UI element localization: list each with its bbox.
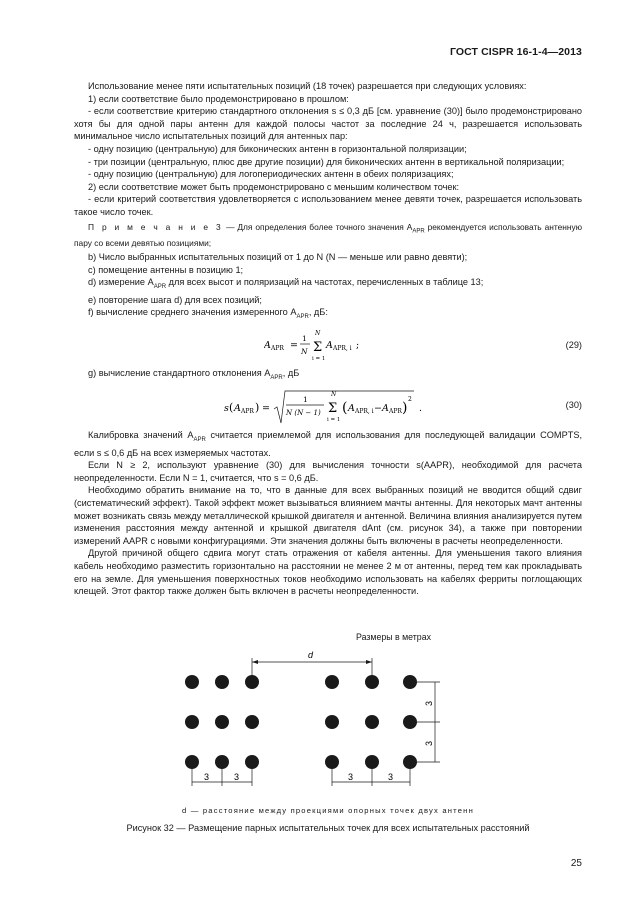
paragraph: - если соответствие критерию стандартного отклонения s ≤ 0,3 дБ [см. уравнение (30)] было продемонстрировано хотя бы для одной пары антенн для каждой полосы частот за последние 24 ч, разрешается использовать минимальное число испытательных позиций для антенных пар: — [74, 106, 582, 142]
note-text-2: рекомендуется использовать антенную пару со всеми девятью позициями; — [74, 221, 582, 248]
p9-sub: APR — [193, 437, 206, 444]
dim-3-horizontal: 3 — [348, 772, 354, 782]
formula-29-number: (29) — [565, 339, 582, 350]
svg-text:.: . — [419, 403, 423, 415]
test-points-figure — [160, 640, 460, 820]
test-point — [365, 715, 379, 729]
paragraph — [74, 429, 582, 459]
svg-text:N (N − 1): N (N − 1) — [286, 409, 321, 418]
p9-post: считается приемлемой для использования для последующей валидации COMPTS, если s ≤ 0,6 дБ на всех измеряемых частотах. — [74, 430, 582, 458]
paragraph: - одну позицию (центральную) для логопериодических антенн в обеих поляризациях; — [88, 169, 454, 180]
svg-text:;: ; — [356, 339, 360, 351]
figure-title: Рисунок 32 — Размещение парных испытательных точек для всех испытательных расстояний — [126, 823, 530, 833]
dim-3-horizontal: 3 — [234, 772, 240, 782]
paragraph: - три позиции (центральную, плюс две другие позиции) для биконических антенн в вертикальной поляризации; — [88, 156, 565, 167]
g-sub: APR — [270, 374, 283, 381]
test-point — [325, 675, 339, 689]
svg-text:A: A — [234, 403, 241, 415]
svg-text:A: A — [264, 339, 271, 351]
d-sub: APR — [153, 284, 167, 291]
paragraph: e) повторение шага d) для всех позиций; — [88, 294, 262, 305]
svg-text:): ) — [402, 400, 408, 417]
svg-text:i = 1: i = 1 — [327, 417, 341, 424]
page-number: 25 — [570, 858, 582, 869]
formula-29 — [74, 327, 582, 365]
g-pre: g) вычисление стандартного отклонения A — [88, 367, 271, 378]
test-point — [245, 675, 259, 689]
svg-text:2: 2 — [408, 396, 412, 404]
f-pre: f) вычисление среднего значения измеренного A — [88, 307, 297, 318]
d-post: для всех высот и поляризаций на частотах, перечисленных в таблице 13; — [166, 277, 484, 288]
paragraph: - если критерий соответствия удовлетворяется с использованием менее девяти точек, разрешается использовать такое число точек. — [74, 194, 582, 217]
svg-text:1: 1 — [302, 333, 307, 343]
dim-3-vertical: 3 — [424, 740, 434, 746]
paragraph — [74, 306, 582, 323]
svg-text:A: A — [382, 403, 389, 415]
formula-29-expression — [264, 327, 404, 365]
svg-text:(: ( — [342, 400, 348, 417]
test-point — [185, 675, 199, 689]
arrowhead — [252, 660, 258, 664]
standard-header: ГОСТ CISPR 16-1-4—2013 — [449, 46, 582, 58]
test-point — [325, 715, 339, 729]
g-post: , дБ — [282, 367, 300, 378]
test-point — [215, 675, 229, 689]
test-point — [403, 715, 417, 729]
note-label: П р и м е ч а н и е 3 — [88, 221, 224, 232]
dim-3-horizontal: 3 — [388, 772, 394, 782]
f-sub: APR — [296, 314, 309, 321]
svg-text:=: = — [290, 339, 298, 351]
paragraph: Необходимо обратить внимание на то, что в данные для всех выбранных позиций не вводится общий сдвиг (систематический эффект). Такой эффект может вызываться влиянием мачты антенны. Для некоторых мачт антенны может возникать связь между металлической крышкой двигателя и антенной. Величина влияния анализируется путем изменения расстояния между антенной и крышкой двигателя dAnt (см. рисунок 34), а также при повторении измерений AAPR с новыми конфигурациями. Эти значения должны быть включены в расчеты неопределенности. — [74, 485, 582, 546]
d-pre: d) измерение A — [88, 277, 154, 288]
dim-3-vertical: 3 — [424, 700, 434, 706]
formula-30-number: (30) — [565, 400, 582, 411]
note-3 — [74, 222, 582, 250]
svg-text:): ) — [255, 401, 260, 415]
svg-text:APR, i: APR, i — [333, 344, 352, 352]
formula-30-expression — [224, 387, 444, 427]
svg-text:=: = — [262, 403, 270, 415]
dot-grid-left — [185, 675, 259, 769]
test-point — [365, 675, 379, 689]
note-sub: APR — [412, 228, 425, 235]
svg-text:N: N — [301, 346, 308, 356]
d-label: d — [308, 650, 314, 660]
test-point — [185, 715, 199, 729]
svg-text:A: A — [348, 403, 355, 415]
body-text — [74, 80, 582, 598]
paragraph: 1) если соответствие было продемонстрировано в прошлом: — [88, 93, 349, 104]
paragraph: Если N ≥ 2, используют уравнение (30) для вычисления точности s(AAPR), необходимой для расчета неопределенности. Если N = 1, считается, что s = 0,6 дБ. — [74, 460, 582, 483]
svg-text:APR: APR — [271, 344, 284, 352]
test-point — [215, 715, 229, 729]
formula-30 — [74, 387, 582, 427]
units-note: Размеры в метрах — [356, 632, 431, 642]
test-point — [403, 675, 417, 689]
svg-text:i = 1: i = 1 — [312, 355, 326, 362]
svg-text:N: N — [331, 391, 337, 399]
dim-3-horizontal: 3 — [204, 772, 210, 782]
svg-text:−: − — [374, 403, 382, 415]
test-point — [245, 715, 259, 729]
svg-text:A: A — [326, 339, 333, 351]
svg-text:Σ: Σ — [313, 339, 323, 355]
svg-text:APR: APR — [389, 408, 402, 416]
svg-text:APR: APR — [241, 408, 254, 416]
svg-text:APR, i: APR, i — [355, 408, 374, 416]
paragraph — [74, 367, 582, 384]
paragraph — [74, 276, 582, 293]
paragraph: - одну позицию (центральную) для биконических антенн в горизонтальной поляризации; — [88, 143, 467, 154]
figure-caption: d — расстояние между проекциями опорных точек двух антенн — [182, 806, 474, 815]
svg-text:(: ( — [229, 401, 234, 415]
svg-text:1: 1 — [303, 395, 308, 405]
arrowhead — [366, 660, 372, 664]
f-post: , дБ: — [308, 307, 328, 318]
paragraph: 2) если соответствие может быть продемонстрировано с меньшим количеством точек: — [88, 181, 460, 192]
p9-pre: Калибровка значений A — [88, 430, 194, 441]
svg-text:s: s — [224, 403, 229, 415]
paragraph: c) помещение антенны в позицию 1; — [88, 264, 244, 275]
svg-text:Σ: Σ — [328, 401, 338, 417]
paragraph: Использование менее пяти испытательных позиций (18 точек) разрешается при следующих условиях: — [88, 81, 527, 91]
paragraph: b) Число выбранных испытательных позиций от 1 до N (N — меньше или равно девяти); — [88, 252, 468, 263]
dot-grid-right — [325, 675, 417, 769]
paragraph: Другой причиной общего сдвига могут стать отражения от кабеля антенны. Для уменьшения такого влияния кабель необходимо разместить горизонтально на расстоянии не менее 2 м от антенны, перед тем как прокладывать его на земле. Для уменьшения поверхностных токов необходимо использовать на кабелях ферриты поглощающих клещей. Этот фактор также должен быть включен в расчеты неопределенности. — [74, 548, 582, 597]
svg-text:N: N — [315, 329, 321, 337]
note-text: — Для определения более точного значения A — [223, 221, 413, 232]
